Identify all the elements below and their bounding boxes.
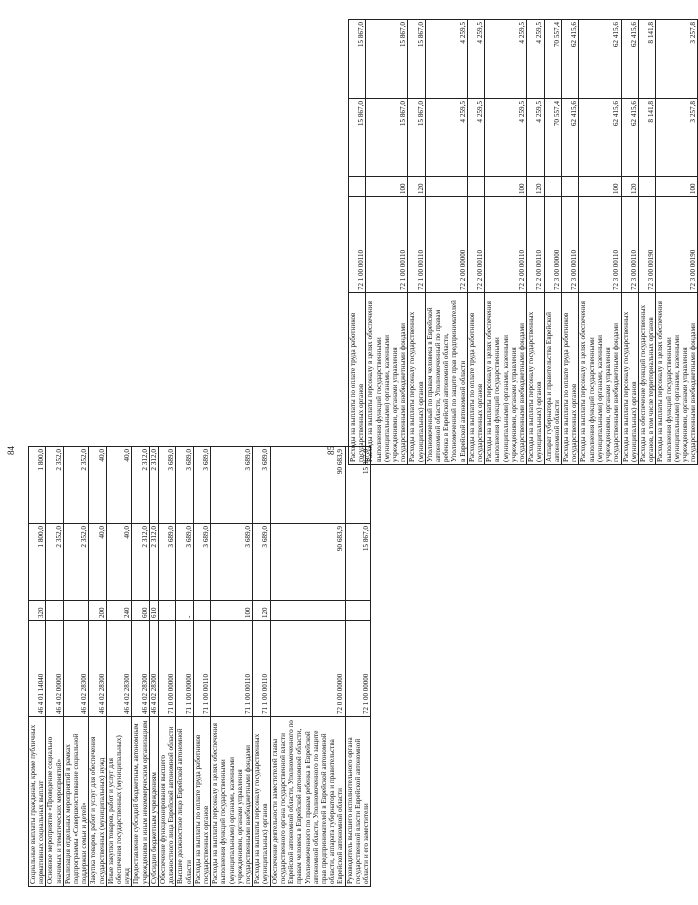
- row-expense-type: 120: [621, 177, 638, 197]
- row-code: 46 4 01 14040: [29, 621, 46, 717]
- table-row: [193, 447, 210, 887]
- row-amount-2: 90 683,9: [270, 447, 345, 524]
- row-description: Обеспечение функционирования высшего должностного лица Еврейской автономной области: [159, 717, 176, 887]
- row-amount-1: 1 800,0: [29, 524, 46, 601]
- row-description: Закупка товаров, работ и услуг для обеспечения государственных (муниципальных) нужд: [89, 717, 106, 887]
- row-code: 72 1 00 00110: [349, 197, 366, 293]
- table-row: [408, 20, 425, 465]
- row-amount-1: 40,0: [89, 524, 106, 601]
- row-description: Расходы на выплаты персоналу в целях обеспечения выполнения функций государственными (муниципальными) органами, казенными учреждениями, органами управления государственными внебюджетными фондами: [211, 717, 253, 887]
- row-amount-1: 62 415,6: [579, 99, 621, 177]
- row-expense-type: -: [176, 601, 193, 621]
- table-row: [89, 447, 106, 887]
- row-expense-type: 100: [579, 177, 621, 197]
- row-expense-type: [193, 601, 210, 621]
- row-description: Аппарат губернатора и правительства Еврейской автономной области: [544, 293, 561, 465]
- table-row: [349, 20, 366, 465]
- row-amount-2: 62 415,6: [562, 20, 579, 99]
- row-code: 71 1 00 00110: [253, 621, 270, 717]
- row-description: Предоставление субсидий бюджетным, автономным учреждениям и иным некоммерческим организациям: [132, 717, 149, 887]
- row-amount-2: 3 257,8: [656, 20, 698, 99]
- row-amount-1: 3 689,0: [159, 524, 176, 601]
- row-description: Расходы на выплаты по оплате труда работников государственных органов: [349, 293, 366, 465]
- row-amount-2: 15 867,0: [349, 20, 366, 99]
- row-expense-type: 610: [149, 601, 158, 621]
- row-amount-2: 2 352,0: [46, 447, 63, 524]
- row-description: Обеспечение деятельности заместителей главы государственного органа государственной власти Еврейской автономной области, Уполномоченного по правам человека в Еврейской автономной области, Уполномоченного по правам ребенка в Еврейской автономной области, Уполномоченного по защите прав предпринимателей в Еврейской автономной области, аппарата губернатора и правительства Еврейской автономной области: [270, 717, 345, 887]
- row-amount-1: 3 689,0: [253, 524, 270, 601]
- row-amount-2: 70 557,4: [544, 20, 561, 99]
- row-amount-2: 15 867,0: [345, 447, 371, 524]
- row-description: Расходы на обеспечение функций государственных органов, в том числе территориальных органов: [638, 293, 655, 465]
- row-expense-type: 100: [656, 177, 698, 197]
- row-expense-type: [46, 601, 63, 621]
- row-amount-2: 3 689,0: [159, 447, 176, 524]
- row-code: 72 3 00 00110: [579, 197, 621, 293]
- row-expense-type: 120: [253, 601, 270, 621]
- row-expense-type: 120: [527, 177, 544, 197]
- row-description: Расходы на выплаты персоналу государственных (муниципальных) органов: [408, 293, 425, 465]
- table-row: [211, 447, 253, 887]
- row-amount-1: 15 867,0: [349, 99, 366, 177]
- row-code: 72 1 00 00000: [345, 621, 371, 717]
- row-amount-1: 4 259,5: [425, 99, 467, 177]
- row-amount-2: 4 259,5: [425, 20, 467, 99]
- row-code: 72 2 00 00110: [485, 197, 527, 293]
- row-expense-type: 600: [132, 601, 149, 621]
- row-code: 71 1 00 00110: [211, 621, 253, 717]
- row-amount-2: 4 259,5: [467, 20, 484, 99]
- table-row: [621, 20, 638, 465]
- table-row: [366, 20, 408, 465]
- row-code: 72 2 00 00110: [527, 197, 544, 293]
- row-description: Реализация отдельных мероприятий в рамках подпрограммы «Совершенствование социальной поддержки семьи и детей»: [63, 717, 89, 887]
- row-expense-type: [638, 177, 655, 197]
- row-code: 71 0 00 00000: [159, 621, 176, 717]
- row-amount-2: 4 259,5: [485, 20, 527, 99]
- row-amount-1: 2 352,0: [46, 524, 63, 601]
- row-code: 46 4 02 28300: [89, 621, 106, 717]
- table-row: [656, 20, 698, 465]
- row-expense-type: 100: [366, 177, 408, 197]
- row-code: 72 2 00 00110: [467, 197, 484, 293]
- row-description: Расходы на выплаты персоналу в целях обеспечения выполнения функций государственными (муниципальными) органами, казенными учреждениями, органами управления государственными внебюджетными фондами: [366, 293, 408, 465]
- row-amount-1: 3 257,8: [656, 99, 698, 177]
- row-code: 72 3 00 00110: [562, 197, 579, 293]
- row-amount-2: 2 312,0: [132, 447, 149, 524]
- table-row: [579, 20, 621, 465]
- row-expense-type: 320: [29, 601, 46, 621]
- row-expense-type: [159, 601, 176, 621]
- row-code: 46 4 02 28300: [106, 621, 132, 717]
- row-description: Руководитель высшего исполнительного органа государственной власти Еврейской автономной области и его заместители: [345, 717, 371, 887]
- row-code: 72 0 00 00000: [270, 621, 345, 717]
- row-amount-1: 2 312,0: [149, 524, 158, 601]
- row-amount-1: 70 557,4: [544, 99, 561, 177]
- table-row: [176, 447, 193, 887]
- row-amount-2: 3 689,0: [193, 447, 210, 524]
- row-code: 46 4 02 28300: [132, 621, 149, 717]
- row-amount-2: 3 689,0: [176, 447, 193, 524]
- row-amount-2: 4 259,5: [527, 20, 544, 99]
- row-expense-type: [63, 601, 89, 621]
- row-amount-1: 4 259,5: [527, 99, 544, 177]
- row-amount-1: 3 689,0: [176, 524, 193, 601]
- table-row: [29, 447, 46, 887]
- row-code: 72 3 00 00190: [656, 197, 698, 293]
- row-description: Расходы на выплаты персоналу в целях обеспечения выполнения функций государственными (муниципальными) органами, казенными учреждениями, органами управления государственными внебюджетными фондами: [579, 293, 621, 465]
- row-description: Иные закупки товаров, работ и услуг для обеспечения государственных (муниципальных) нужд: [106, 717, 132, 887]
- row-expense-type: 120: [408, 177, 425, 197]
- row-amount-2: 1 800,0: [29, 447, 46, 524]
- row-amount-1: 8 141,8: [638, 99, 655, 177]
- table-row: [562, 20, 579, 465]
- row-expense-type: [349, 177, 366, 197]
- row-amount-2: 40,0: [89, 447, 106, 524]
- row-amount-1: 15 867,0: [345, 524, 371, 601]
- row-amount-2: 8 141,8: [638, 20, 655, 99]
- row-code: 72 1 00 00110: [408, 197, 425, 293]
- row-amount-2: 62 415,6: [579, 20, 621, 99]
- budget-table-right: [348, 19, 698, 465]
- row-amount-1: 15 867,0: [408, 99, 425, 177]
- row-code: 46 4 02 00000: [46, 621, 63, 717]
- row-amount-1: 2 352,0: [63, 524, 89, 601]
- row-description: Социальные выплаты гражданам, кроме публичных нормативных социальных выплат: [29, 717, 46, 887]
- row-amount-1: 90 683,9: [270, 524, 345, 601]
- row-code: 71 1 00 00000: [176, 621, 193, 717]
- row-amount-1: 62 415,6: [562, 99, 579, 177]
- row-amount-1: 40,0: [106, 524, 132, 601]
- row-amount-2: 3 689,0: [211, 447, 253, 524]
- table-row: [132, 447, 149, 887]
- row-description: Субсидии бюджетным учреждениям: [149, 717, 158, 887]
- row-expense-type: [467, 177, 484, 197]
- row-code: 46 4 02 28300: [63, 621, 89, 717]
- row-expense-type: 100: [211, 601, 253, 621]
- row-amount-2: 3 689,0: [253, 447, 270, 524]
- row-amount-2: 2 312,0: [149, 447, 158, 524]
- row-expense-type: 100: [485, 177, 527, 197]
- row-expense-type: [562, 177, 579, 197]
- table-row: [638, 20, 655, 465]
- row-description: Расходы на выплаты по оплате труда работников государственных органов: [467, 293, 484, 465]
- table-row: [63, 447, 89, 887]
- row-amount-2: 15 867,0: [408, 20, 425, 99]
- row-amount-2: 62 415,6: [621, 20, 638, 99]
- row-description: Расходы на выплаты персоналу государственных (муниципальных) органов: [527, 293, 544, 465]
- table-row: [544, 20, 561, 465]
- row-amount-1: 2 312,0: [132, 524, 149, 601]
- table-row: [527, 20, 544, 465]
- table-row: [425, 20, 467, 465]
- row-amount-2: 40,0: [106, 447, 132, 524]
- row-description: Расходы на выплаты по оплате труда работников государственных органов: [193, 717, 210, 887]
- row-amount-1: 3 689,0: [193, 524, 210, 601]
- row-amount-1: 4 259,5: [485, 99, 527, 177]
- row-amount-1: 15 867,0: [366, 99, 408, 177]
- table-row: [253, 447, 270, 887]
- row-expense-type: 200: [89, 601, 106, 621]
- page-number-right: 85: [326, 446, 336, 455]
- row-description: Расходы на выплаты персоналу в целях обеспечения выполнения функций государственными (муниципальными) органами, казенными учреждениями, органами управления государственными внебюджетными фондами: [656, 293, 698, 465]
- row-description: Основное мероприятие «Проведение социально значимых и тематических мероприятий»: [46, 717, 63, 887]
- table-row: [149, 447, 158, 887]
- row-expense-type: [425, 177, 467, 197]
- row-description: Расходы на выплаты персоналу государственных (муниципальных) органов: [621, 293, 638, 465]
- row-code: 72 3 00 00190: [638, 197, 655, 293]
- table-row: [159, 447, 176, 887]
- row-code: 46 4 02 28300: [149, 621, 158, 717]
- table-row: [46, 447, 63, 887]
- row-description: Расходы на выплаты персоналу в целях обеспечения выполнения функций государственными (муниципальными) органами, казенными учреждениями, органами управления государственными внебюджетными фондами: [485, 293, 527, 465]
- row-amount-2: 2 352,0: [63, 447, 89, 524]
- row-description: Высшее должностное лицо Еврейской автономной области: [176, 717, 193, 887]
- table-row: [106, 447, 132, 887]
- row-description: Расходы на выплаты по оплате труда работников государственных органов: [562, 293, 579, 465]
- table-row: [467, 20, 484, 465]
- row-amount-2: 15 867,0: [366, 20, 408, 99]
- table-row: [485, 20, 527, 465]
- row-code: 72 1 00 00110: [366, 197, 408, 293]
- row-amount-1: 62 415,6: [621, 99, 638, 177]
- row-code: 71 1 00 00110: [193, 621, 210, 717]
- page-number-left: 84: [6, 446, 16, 455]
- row-expense-type: [544, 177, 561, 197]
- row-code: 72 2 00 00000: [425, 197, 467, 293]
- row-expense-type: 240: [106, 601, 132, 621]
- row-description: Уполномоченный по правам человека в Еврейской автономной области, Уполномоченный по правам ребенка в Еврейской автономной области, Уполномоченный по защите прав предпринимателей в Еврейской автономной области: [425, 293, 467, 465]
- row-description: Расходы на выплаты персоналу государственных (муниципальных) органов: [253, 717, 270, 887]
- row-code: 72 3 00 00000: [544, 197, 561, 293]
- row-amount-1: 4 259,5: [467, 99, 484, 177]
- row-amount-1: 3 689,0: [211, 524, 253, 601]
- row-code: 72 3 00 00110: [621, 197, 638, 293]
